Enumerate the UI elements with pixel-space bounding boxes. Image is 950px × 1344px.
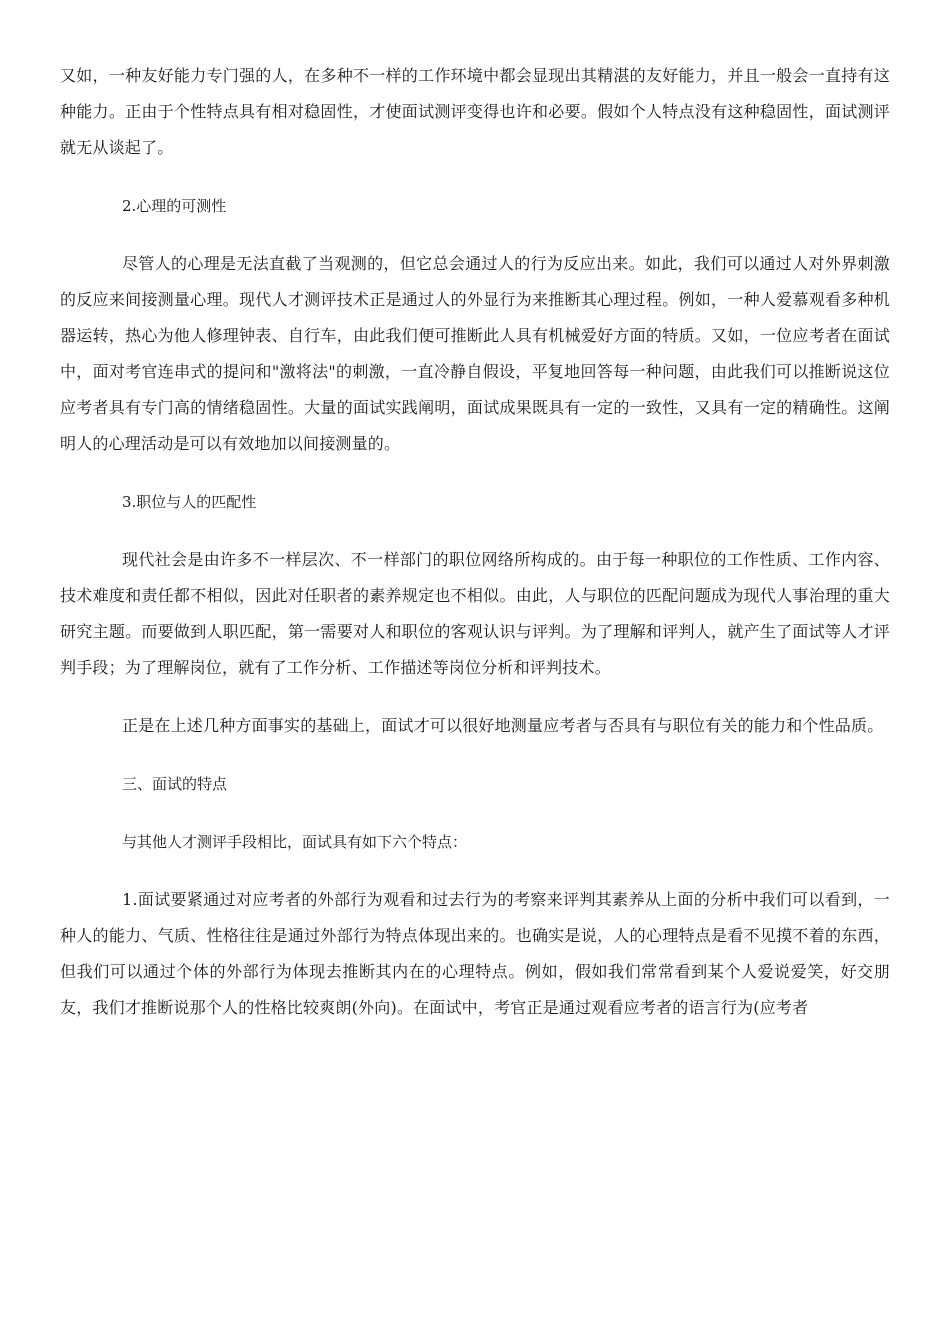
paragraph-stability-example: 又如，一种友好能力专门强的人，在多种不一样的工作环境中都会显现出其精湛的友好能力，并且一般会一直持有这种能力。正由于个性特点具有相对稳固性，才使面试测评变得也许和必要。假如个人特点没有这种稳固性，面试测评就无从谈起了。 bbox=[60, 66, 890, 157]
document-page bbox=[60, 58, 890, 1048]
heading-interview-features: 三、面试的特点 bbox=[122, 775, 228, 793]
paragraph-job-network: 现代社会是由许多不一样层次、不一样部门的职位网络所构成的。由于每一种职位的工作性质、工作内容、技术难度和责任都不相似，因此对任职者的素养规定也不相似。由此，人与职位的匹配问题成为现代人事治理的重大研究主题。而要做到人职匹配，第一需要对人和职位的客观认识与评判。为了理解和评判人，就产生了面试等人才评判手段；为了理解岗位，就有了工作分析、工作描述等岗位分析和评判技术。 bbox=[60, 550, 890, 677]
paragraph-features-intro: 与其他人才测评手段相比，面试具有如下六个特点： bbox=[122, 833, 468, 851]
paragraph-summary: 正是在上述几种方面事实的基础上，面试才可以很好地测量应考者与否具有与职位有关的能力和个性品质。 bbox=[122, 716, 884, 735]
paragraph-feature-one: 1.面试要紧通过对应考者的外部行为观看和过去行为的考察来评判其素养从上面的分析中我们可以看到，一种人的能力、气质、性格往往是通过外部行为特点体现出来的。也确实是说，人的心理特点是看不见摸不着的东西，但我们可以通过个体的外部行为体现去推断其内在的心理特点。例如，假如我们常常看到某个人爱说爱笑，好交朋友，我们才推断说那个人的性格比较爽朗(外向)。在面试中，考官正是通过观看应考者的语言行为(应考者 bbox=[60, 890, 890, 1017]
paragraph-indirect-measurement: 尽管人的心理是无法直截了当观测的，但它总会通过人的行为反应出来。如此，我们可以通过人对外界刺激的反应来间接测量心理。现代人才测评技术正是通过人的外显行为来推断其心理过程。例如，一种人爱慕观看多种机器运转，热心为他人修理钟表、自行车，由此我们便可推断此人具有机械爱好方面的特质。又如，一位应考者在面试中，面对考官连串式的提问和"激将法"的刺激，一直冷静自假设，平复地回答每一种问题，由此我们可以推断说这位应考者具有专门高的情绪稳固性。大量的面试实践阐明，面试成果既具有一定的一致性，又具有一定的精确性。这阐明人的心理活动是可以有效地加以间接测量的。 bbox=[60, 254, 890, 453]
heading-job-person-fit: 3.职位与人的匹配性 bbox=[122, 493, 257, 511]
heading-psychological-measurability: 2.心理的可测性 bbox=[122, 197, 227, 215]
